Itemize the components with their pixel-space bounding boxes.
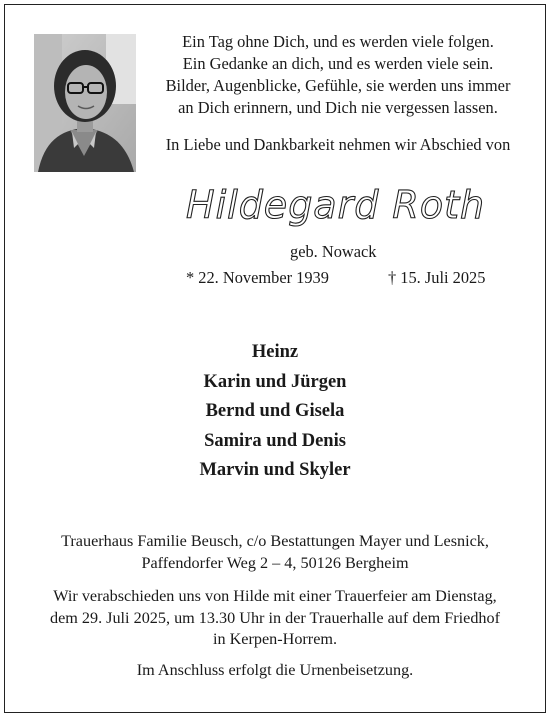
urn-burial-note: Im Anschluss erfolgt die Urnenbeisetzung. xyxy=(136,661,414,679)
ceremony-line: Wir verabschieden uns von Hilde mit einer Trauerfeier am Dienstag, xyxy=(53,587,497,605)
portrait-image xyxy=(34,34,136,172)
mourner-entry: Karin und Jürgen xyxy=(203,371,347,392)
poem-line: Ein Gedanke an dich, und es werden viele sein. xyxy=(182,54,494,73)
farewell-line: In Liebe und Dankbarkeit nehmen wir Abschied von xyxy=(165,135,511,154)
address-line: Trauerhaus Familie Beusch, c/o Bestattungen Mayer und Lesnick, xyxy=(61,532,489,550)
poem-line: Bilder, Augenblicke, Gefühle, sie werden uns immer xyxy=(165,76,511,95)
birth-date: * 22. November 1939 xyxy=(186,268,329,287)
mourner-entry: Heinz xyxy=(251,342,299,362)
mourner-entry: Bernd und Gisela xyxy=(205,401,345,421)
address-line: Paffendorfer Weg 2 – 4, 50126 Bergheim xyxy=(141,554,409,572)
portrait-photo xyxy=(34,34,136,172)
mourning-house-address xyxy=(0,530,550,574)
mourners-list xyxy=(0,338,550,486)
mourner-entry: Marvin und Skyler xyxy=(199,460,351,480)
ceremony-line: dem 29. Juli 2025, um 13.30 Uhr in der Trauerhalle auf dem Friedhof xyxy=(49,608,501,627)
birth-name: geb. Nowack xyxy=(290,242,377,261)
poem-line: Ein Tag ohne Dich, und es werden viele folgen. xyxy=(182,32,494,51)
deceased-name: Hildegard Roth xyxy=(186,183,486,227)
deceased-name-signature xyxy=(180,178,490,230)
ceremony-details xyxy=(0,586,550,651)
ceremony-line: in Kerpen-Horrem. xyxy=(212,630,338,648)
poem-line: an Dich erinnern, und Dich nie vergessen lassen. xyxy=(178,98,498,117)
mourner-entry: Samira und Denis xyxy=(204,430,346,451)
poem xyxy=(150,31,526,119)
death-date: † 15. Juli 2025 xyxy=(388,268,486,287)
